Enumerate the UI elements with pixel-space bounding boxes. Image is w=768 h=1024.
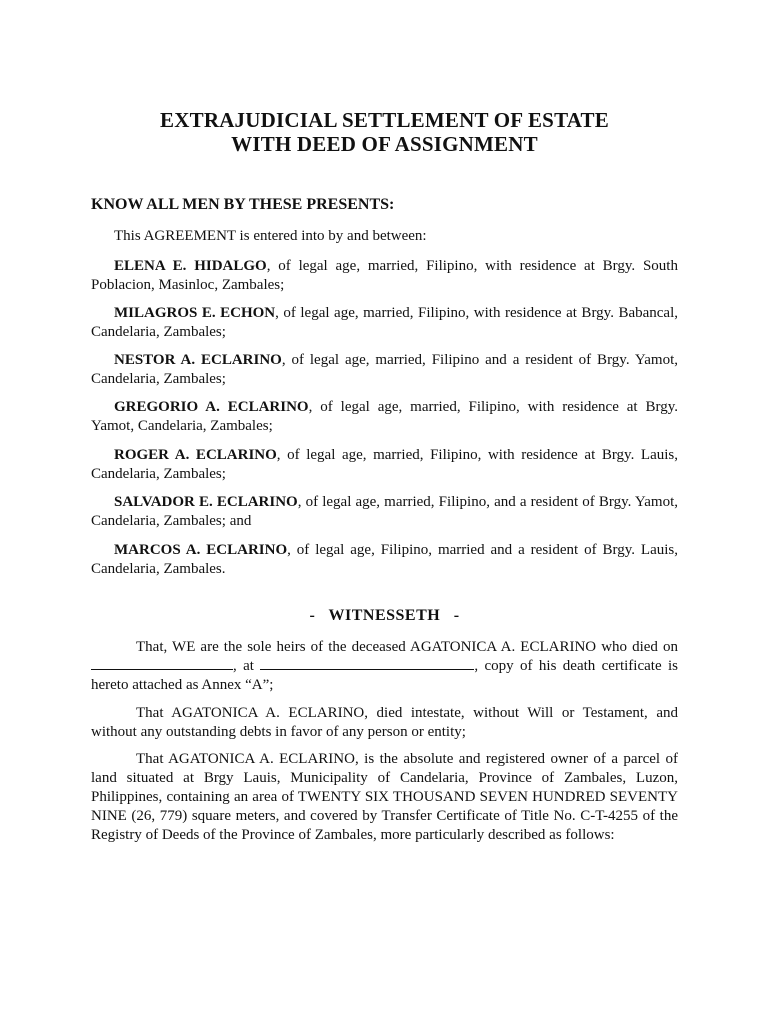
party-paragraph [91,446,678,484]
clause-death-paragraph [91,638,678,695]
clause-text: That, WE are the sole heirs of the deceased AGATONICA A. ECLARINO who died on [136,639,678,655]
clause-intestate-paragraph [91,704,678,742]
party-details: , of legal age, married, Filipino, with residence at Brgy. Yamot, Candelaria, Zambales; [91,399,678,434]
party-name: NESTOR A. ECLARINO [114,352,282,368]
agreement-intro: This AGREEMENT is entered into by and between: [114,228,427,244]
party-name: MARCOS A. ECLARINO [114,542,288,558]
party-details: , of legal age, married, Filipino, with residence at Brgy. South Poblacion, Masinloc, Zambales; [91,258,678,293]
party-name: SALVADOR E. ECLARINO [114,494,298,510]
place-of-death-blank [260,657,474,670]
party-details: , of legal age, married, Filipino, with residence at Brgy. Lauis, Candelaria, Zambales; [91,447,678,482]
clause-text: , at [233,658,261,674]
party-paragraph [91,257,678,295]
party-paragraph [91,493,678,531]
party-name: MILAGROS E. ECHON [114,305,276,321]
party-name: ELENA E. HIDALGO [114,258,267,274]
clause-ownership-paragraph [91,750,678,845]
party-paragraph [91,351,678,389]
party-paragraph [91,304,678,342]
party-details: , of legal age, Filipino, married and a resident of Brgy. Lauis, Candelaria, Zambales. [91,542,678,577]
party-name: GREGORIO A. ECLARINO [114,399,309,415]
date-of-death-blank [91,657,233,670]
party-details: , of legal age, married, Filipino, and a resident of Brgy. Yamot, Candelaria, Zambales; and [91,494,678,529]
party-details: , of legal age, married, Filipino and a resident of Brgy. Yamot, Candelaria, Zambales; [91,352,678,387]
party-paragraph [91,398,678,436]
clause-text: , copy of his death certificate is hereto attached as Annex “A”; [91,658,678,693]
party-paragraph [91,541,678,579]
document-title-line-2: WITH DEED OF ASSIGNMENT [231,132,538,156]
document-title-line-1: EXTRAJUDICIAL SETTLEMENT OF ESTATE [160,108,609,132]
witnesseth-heading: - WITNESSETH - [309,607,460,624]
party-details: , of legal age, married, Filipino, with residence at Brgy. Babancal, Candelaria, Zambales; [91,305,678,340]
party-name: ROGER A. ECLARINO [114,447,277,463]
clause-text: That AGATONICA A. ECLARINO, died intestate, without Will or Testament, and without any outstanding debts in favor of any person or entity; [91,705,678,740]
clause-text: That AGATONICA A. ECLARINO, is the absolute and registered owner of a parcel of land situated at Brgy Lauis, Municipality of Candelaria, Province of Zambales, Luzon, Philippines, containing an area of TWENTY SIX THOUSAND SEVEN HUNDRED SEVENTY NINE (26, 779) square meters, and covered by Transfer Certificate of Title No. C-T-4255 of the Registry of Deeds of the Province of Zambales, more particularly described as follows: [91,751,678,843]
know-all-men-heading: KNOW ALL MEN BY THESE PRESENTS: [91,196,395,213]
